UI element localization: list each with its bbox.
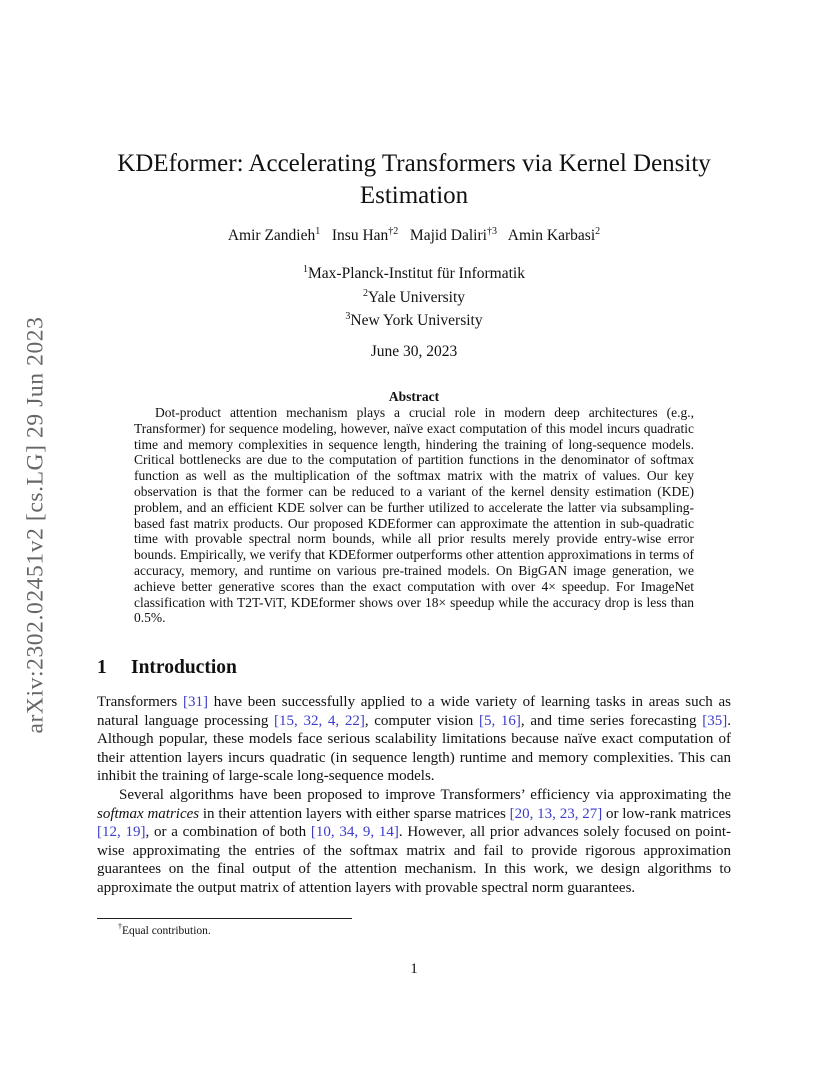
affiliation-name: Yale University [367, 288, 466, 306]
affiliation-name: Max-Planck-Institut für Informatik [308, 265, 525, 283]
affiliation [0, 284, 828, 308]
citation-link[interactable]: [35] [702, 712, 728, 729]
affiliation [0, 307, 828, 331]
citation-link[interactable]: [20, 13, 23, 27] [509, 805, 603, 822]
section-number: 1 [97, 657, 107, 678]
author-name: Amin Karbasi [507, 227, 596, 245]
page-number: 1 [410, 961, 418, 977]
text-run: Several algorithms have been proposed to improve Transformers’ efficiency via approximating the [119, 786, 731, 803]
abstract-heading: Abstract [388, 389, 440, 404]
paper-title [0, 148, 828, 212]
author-mark: †3 [486, 226, 497, 237]
citation-link[interactable]: [31] [182, 694, 208, 710]
paragraph [97, 786, 731, 898]
text-run: . Although popular, these models face serious scalability limitations because naïve exact computation of their attention layers incurs quadratic (in sequence length) runtime and memory complexities. This can inhibit the training of large-scale long-sequence models. [97, 712, 731, 785]
text-run: . However, all prior advances solely focused on point-wise approximating the entries of the softmax matrix and fail to provide rigorous approximation guarantees on the final output of the attention mechanism. In this work, we design algorithms to approximate the output matrix of attention layers with provable spectral norm guarantees. [97, 824, 731, 896]
author-name: Majid Daliri [409, 227, 487, 245]
footnote-mark: † [118, 922, 122, 931]
affiliation-name: New York University [350, 312, 483, 330]
author-name: Amir Zandieh [227, 227, 316, 245]
footnote-rule [97, 918, 352, 919]
text-run: , computer vision [364, 712, 479, 729]
author-mark: 2 [595, 226, 601, 237]
text-run: , and time series forecasting [520, 712, 703, 729]
footnote [118, 922, 211, 937]
author-name: Insu Han [331, 227, 389, 245]
author-mark: †2 [388, 226, 399, 237]
citation-link[interactable]: [10, 34, 9, 14] [310, 824, 399, 841]
title-line-2: Estimation [359, 182, 469, 209]
arxiv-side-stamp: arXiv:2302.02451v2 [cs.LG] 29 Jun 2023 [22, 316, 49, 734]
title-line-1: KDEformer: Accelerating Transformers via Kernel Density [117, 150, 711, 177]
citation-link[interactable]: [5, 16] [478, 712, 521, 729]
affiliation-mark: 1 [303, 264, 309, 275]
text-run: have been successfully applied to a wide variety of learning tasks in areas such as natural language processing [97, 694, 731, 729]
paper-date: June 30, 2023 [370, 343, 458, 360]
affiliation [0, 260, 828, 284]
text-run: in their attention layers with either sparse matrices [199, 805, 510, 822]
text-run: , or a combination of both [145, 824, 311, 841]
abstract-text: Dot-product attention mechanism plays a crucial role in modern deep architectures (e.g., Transformer) for sequence modeling, however, naïve exact computation of this model incurs quadratic time and memory complexities in sequence length, hindering the training of long-sequence models. Critical bottlenecks are due to the computation of partition functions in the denominator of softmax function as well as the multiplication of the softmax matrix with the matrix of values. Our key observation is that the former can be reduced to a variant of the kernel density estimation (KDE) problem, and an efficient KDE solver can be further utilized to accelerate the latter via subsampling-based fast matrix products. Our proposed KDEformer can approximate the attention in sub-quadratic time with provable spectral norm bounds, while all prior results merely provide entry-wise error bounds. Empirically, we verify that KDEformer outperforms other attention approximations in terms of accuracy, memory, and runtime on various pre-trained models. On BigGAN image generation, we achieve better generative scores than the exact computation with over 4× speedup. For ImageNet classification with T2T-ViT, KDEformer shows over 18× speedup while the accuracy drop is less than 0.5%. [134, 405, 694, 626]
citation-link[interactable]: [15, 32, 4, 22] [274, 712, 365, 729]
text-run: or low-rank matrices [602, 805, 732, 822]
footnote-text: Equal contribution. [122, 924, 211, 937]
author-list [0, 226, 828, 245]
author-mark: 1 [315, 226, 321, 237]
section-title: Introduction [131, 657, 237, 678]
affiliation-mark: 2 [362, 287, 368, 299]
emphasis-text: softmax matrices [97, 805, 200, 822]
affiliation-list [0, 260, 828, 331]
section-heading [97, 657, 237, 679]
intro-body [97, 693, 731, 898]
citation-link[interactable]: [12, 19] [97, 824, 146, 841]
affiliation-mark: 3 [345, 311, 351, 323]
text-run: Transformers [97, 694, 183, 710]
paragraph [97, 693, 731, 786]
